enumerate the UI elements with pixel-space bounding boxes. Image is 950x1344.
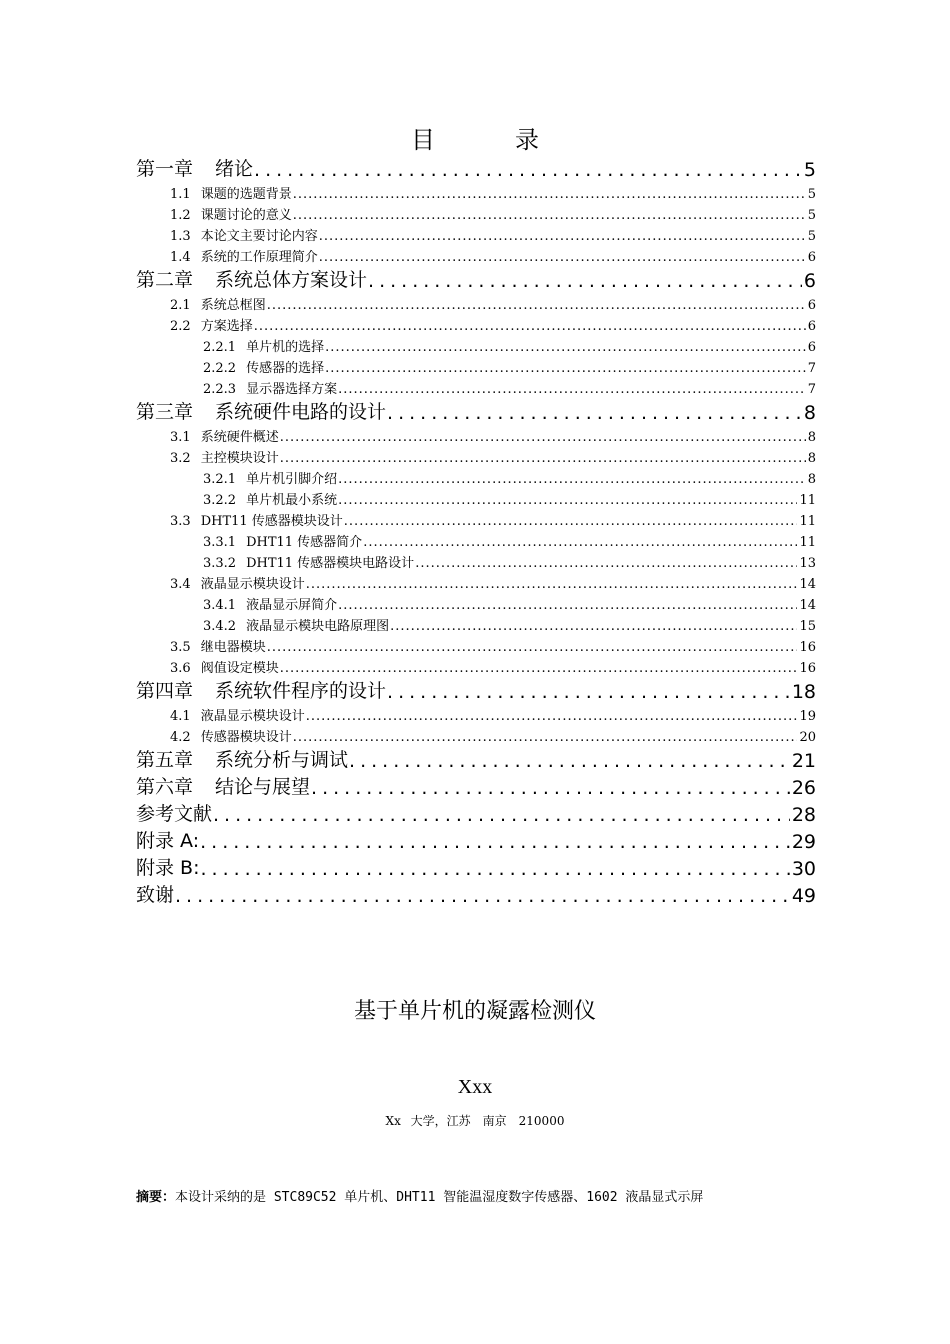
toc-entry-text: 结论与展望 xyxy=(215,776,311,798)
toc-leader-dots xyxy=(293,730,798,745)
toc-entry-label xyxy=(136,397,387,424)
toc-entry-label xyxy=(170,657,280,676)
toc-entry-page: 7 xyxy=(807,382,816,397)
toc-entry[interactable] xyxy=(136,487,816,508)
toc-entry-number: 第一章 xyxy=(136,158,194,180)
toc-entry-number: 1.3 xyxy=(170,229,191,244)
toc-entry[interactable] xyxy=(136,724,816,745)
toc-entry-label xyxy=(170,573,306,592)
toc-entry-number: 3.4.2 xyxy=(203,619,237,634)
toc-entry-text: 单片机引脚介绍 xyxy=(246,472,338,487)
toc-leader-dots xyxy=(200,831,790,853)
toc-entry[interactable] xyxy=(136,223,816,244)
toc-leader-dots xyxy=(338,472,806,487)
toc-entry-label xyxy=(170,510,344,529)
paper-title: 基于单片机的凝露检测仪 xyxy=(353,999,596,1024)
toc-entry-label xyxy=(136,154,254,181)
toc-entry-number: 3.2 xyxy=(170,451,191,466)
toc-leader-dots xyxy=(338,493,797,508)
toc-entry[interactable] xyxy=(136,655,816,676)
toc-entry-label xyxy=(170,183,293,202)
toc-entry-page: 6 xyxy=(807,250,816,265)
toc-entry-text: 液晶显示模块设计 xyxy=(200,577,305,592)
toc-entry-text: 绪论 xyxy=(215,158,254,180)
toc-entry-page: 28 xyxy=(791,804,816,826)
toc-leader-dots xyxy=(267,298,806,313)
toc-entry-label xyxy=(170,726,293,745)
toc-entry-label xyxy=(136,880,175,907)
toc-entry[interactable] xyxy=(136,613,816,634)
toc-entry[interactable] xyxy=(136,397,816,424)
abstract xyxy=(136,1186,826,1205)
toc-entry-page: 11 xyxy=(799,535,816,550)
toc-entry-text: 系统分析与调试 xyxy=(215,749,349,771)
toc-entry-number: 4.1 xyxy=(170,709,191,724)
toc-entry-number: 3.5 xyxy=(170,640,191,655)
toc-entry-text: DHT11 传感器模块电路设计 xyxy=(246,556,415,571)
toc-entry-page: 19 xyxy=(799,709,816,724)
toc-leader-dots xyxy=(325,340,806,355)
toc-entry[interactable] xyxy=(136,508,816,529)
toc-entry[interactable] xyxy=(136,313,816,334)
toc-entry-page: 13 xyxy=(799,556,816,571)
toc-entry-page: 5 xyxy=(803,159,816,181)
toc-entry-number: 3.2.1 xyxy=(203,472,237,487)
toc-entry-text: 传感器的选择 xyxy=(246,361,325,376)
toc-entry-number: 第四章 xyxy=(136,680,194,702)
toc-entry-label xyxy=(136,799,213,826)
toc-entry[interactable] xyxy=(136,529,816,550)
abstract-label: 摘要： xyxy=(136,1190,176,1205)
toc-entry-text: 系统硬件概述 xyxy=(200,430,279,445)
toc-entry-label xyxy=(170,705,306,724)
toc-entry-number: 第二章 xyxy=(136,269,194,291)
paper-affiliation: Xx 大学，江苏 南京 210000 xyxy=(385,1114,565,1128)
toc-entry-text: 液晶显示模块设计 xyxy=(200,709,305,724)
toc-entry-label xyxy=(170,246,319,265)
toc-leader-dots xyxy=(325,361,806,376)
toc-entry-page: 5 xyxy=(807,208,816,223)
toc-entry[interactable] xyxy=(136,466,816,487)
toc-leader-dots xyxy=(311,777,790,799)
toc-entry-page: 11 xyxy=(799,514,816,529)
toc-entry-text: 附录 B: xyxy=(136,857,200,879)
toc-entry-label xyxy=(203,468,338,487)
toc-entry-label xyxy=(136,745,349,772)
toc-entry-label xyxy=(170,225,319,244)
toc-entry-text: 参考文献 xyxy=(136,803,213,825)
toc-entry-label xyxy=(136,265,368,292)
toc-entry[interactable] xyxy=(136,703,816,724)
toc-entry-page: 18 xyxy=(791,681,816,703)
toc-entry-label xyxy=(203,615,390,634)
toc-entry-text: 系统软件程序的设计 xyxy=(215,680,387,702)
toc-entry[interactable] xyxy=(136,424,816,445)
toc-entry-number: 2.2.1 xyxy=(203,340,237,355)
toc-entry-text: DHT11 传感器简介 xyxy=(246,535,363,550)
toc-entry-text: 课题的选题背景 xyxy=(200,187,292,202)
toc-entry-number: 3.3.1 xyxy=(203,535,237,550)
toc-entry-page: 11 xyxy=(799,493,816,508)
toc-entry-text: 阀值设定模块 xyxy=(200,661,279,676)
toc-entry-number: 第六章 xyxy=(136,776,194,798)
toc-entry-label xyxy=(203,594,338,613)
toc-entry[interactable] xyxy=(136,676,816,703)
toc-entry[interactable] xyxy=(136,745,816,772)
toc-entry-label xyxy=(136,772,311,799)
toc-entry-number: 3.3 xyxy=(170,514,191,529)
toc-leader-dots xyxy=(338,598,797,613)
toc-entry-number: 2.2.3 xyxy=(203,382,237,397)
toc-leader-dots xyxy=(267,640,798,655)
toc-entry-page: 16 xyxy=(799,661,816,676)
toc-leader-dots xyxy=(387,402,802,424)
toc-entry-page: 7 xyxy=(807,361,816,376)
toc-entry-text: 主控模块设计 xyxy=(200,451,279,466)
toc-leader-dots xyxy=(415,556,797,571)
toc-entry-label xyxy=(170,294,267,313)
toc-entry-label xyxy=(170,204,293,223)
toc-entry-page: 29 xyxy=(791,831,816,853)
toc-entry-text: 方案选择 xyxy=(200,319,253,334)
toc-entry-label xyxy=(203,531,363,550)
toc-entry[interactable] xyxy=(136,853,816,880)
toc-entry-page: 8 xyxy=(803,402,816,424)
toc-entry-text: 系统总体方案设计 xyxy=(215,269,368,291)
toc-entry[interactable] xyxy=(136,154,816,181)
toc-leader-dots xyxy=(338,382,806,397)
toc-entry[interactable] xyxy=(136,772,816,799)
toc-entry-page: 8 xyxy=(807,430,816,445)
toc-entry-text: 显示器选择方案 xyxy=(246,382,338,397)
toc-entry-page: 14 xyxy=(799,598,816,613)
toc-entry-page: 21 xyxy=(791,750,816,772)
toc-leader-dots xyxy=(280,661,798,676)
toc-leader-dots xyxy=(390,619,797,634)
toc-entry-number: 1.1 xyxy=(170,187,191,202)
toc-entry-page: 6 xyxy=(807,340,816,355)
toc-entry-text: 课题讨论的意义 xyxy=(200,208,292,223)
toc-entry-page: 6 xyxy=(807,298,816,313)
toc-entry-label xyxy=(170,447,280,466)
table-of-contents xyxy=(136,154,816,907)
toc-entry-number: 1.2 xyxy=(170,208,191,223)
toc-entry-number: 3.2.2 xyxy=(203,493,237,508)
toc-entry-label xyxy=(136,826,200,853)
toc-entry-number: 1.4 xyxy=(170,250,191,265)
toc-entry-text: 传感器模块设计 xyxy=(200,730,292,745)
toc-entry-label xyxy=(136,676,387,703)
toc-entry-number: 第三章 xyxy=(136,401,194,423)
toc-entry-number: 3.4.1 xyxy=(203,598,237,613)
toc-entry-label xyxy=(203,552,415,571)
toc-entry-text: 本论文主要讨论内容 xyxy=(200,229,318,244)
toc-leader-dots xyxy=(254,159,802,181)
toc-leader-dots xyxy=(363,535,797,550)
toc-entry[interactable] xyxy=(136,334,816,355)
toc-entry-number: 3.3.2 xyxy=(203,556,237,571)
toc-entry-text: 继电器模块 xyxy=(200,640,266,655)
toc-leader-dots xyxy=(254,319,806,334)
toc-title: 目 录 xyxy=(411,126,567,154)
toc-leader-dots xyxy=(293,187,806,202)
abstract-text: 本设计采纳的是 STC89C52 单片机、DHT11 智能温湿度数字传感器、1602 液晶显式示屏 xyxy=(175,1190,704,1205)
toc-leader-dots xyxy=(387,681,790,703)
toc-leader-dots xyxy=(280,451,806,466)
toc-leader-dots xyxy=(319,250,806,265)
toc-leader-dots xyxy=(349,750,790,772)
toc-leader-dots xyxy=(200,858,789,880)
toc-entry-text: 系统总框图 xyxy=(200,298,266,313)
toc-leader-dots xyxy=(175,885,790,907)
toc-leader-dots xyxy=(306,709,798,724)
toc-entry-page: 16 xyxy=(799,640,816,655)
toc-entry[interactable] xyxy=(136,571,816,592)
toc-entry[interactable] xyxy=(136,634,816,655)
toc-entry-text: 系统硬件电路的设计 xyxy=(215,401,387,423)
toc-entry-text: 单片机最小系统 xyxy=(246,493,338,508)
toc-entry-label xyxy=(203,378,338,397)
toc-entry-page: 6 xyxy=(803,270,816,292)
toc-entry-label xyxy=(203,357,325,376)
toc-entry-page: 5 xyxy=(807,187,816,202)
toc-entry-number: 2.1 xyxy=(170,298,191,313)
toc-entry-page: 8 xyxy=(807,472,816,487)
toc-entry[interactable] xyxy=(136,265,816,292)
toc-entry-label xyxy=(170,636,267,655)
toc-entry[interactable] xyxy=(136,550,816,571)
toc-entry[interactable] xyxy=(136,592,816,613)
toc-entry-text: 附录 A: xyxy=(136,830,200,852)
toc-entry-label xyxy=(136,853,200,880)
toc-leader-dots xyxy=(319,229,806,244)
toc-entry-number: 2.2 xyxy=(170,319,191,334)
toc-entry-number: 3.1 xyxy=(170,430,191,445)
toc-leader-dots xyxy=(213,804,790,826)
toc-entry-number: 2.2.2 xyxy=(203,361,237,376)
toc-entry-text: 液晶显示模块电路原理图 xyxy=(246,619,390,634)
toc-entry-number: 3.6 xyxy=(170,661,191,676)
toc-entry-text: 致谢 xyxy=(136,884,175,906)
toc-leader-dots xyxy=(293,208,806,223)
toc-entry-text: 液晶显示屏简介 xyxy=(246,598,338,613)
toc-entry[interactable] xyxy=(136,445,816,466)
toc-entry-number: 第五章 xyxy=(136,749,194,771)
toc-entry-page: 5 xyxy=(807,229,816,244)
toc-leader-dots xyxy=(368,270,802,292)
toc-entry[interactable] xyxy=(136,799,816,826)
toc-entry[interactable] xyxy=(136,244,816,265)
toc-leader-dots xyxy=(280,430,806,445)
paper-author: Xxx xyxy=(457,1076,493,1098)
toc-entry-page: 49 xyxy=(791,885,816,907)
toc-entry-number: 3.4 xyxy=(170,577,191,592)
toc-entry[interactable] xyxy=(136,880,816,907)
toc-entry-text: 单片机的选择 xyxy=(246,340,325,355)
toc-entry[interactable] xyxy=(136,376,816,397)
toc-leader-dots xyxy=(306,577,798,592)
toc-entry-page: 15 xyxy=(799,619,816,634)
toc-entry-page: 20 xyxy=(799,730,816,745)
toc-entry-label xyxy=(203,489,338,508)
toc-entry-label xyxy=(203,336,325,355)
toc-entry-page: 30 xyxy=(791,858,816,880)
toc-entry-number: 4.2 xyxy=(170,730,191,745)
toc-entry-label xyxy=(170,315,254,334)
toc-entry-page: 14 xyxy=(799,577,816,592)
toc-entry[interactable] xyxy=(136,181,816,202)
toc-entry-text: DHT11 传感器模块设计 xyxy=(200,514,343,529)
toc-entry[interactable] xyxy=(136,355,816,376)
toc-entry-page: 8 xyxy=(807,451,816,466)
toc-entry[interactable] xyxy=(136,826,816,853)
toc-entry[interactable] xyxy=(136,202,816,223)
toc-entry[interactable] xyxy=(136,292,816,313)
toc-entry-page: 26 xyxy=(791,777,816,799)
toc-entry-page: 6 xyxy=(807,319,816,334)
toc-entry-label xyxy=(170,426,280,445)
toc-leader-dots xyxy=(344,514,798,529)
toc-entry-text: 系统的工作原理简介 xyxy=(200,250,318,265)
